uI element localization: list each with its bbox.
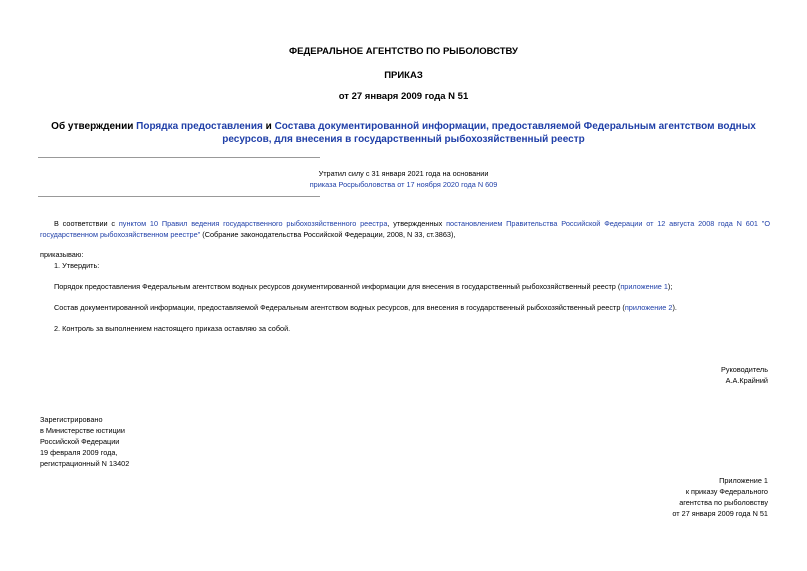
- document-date-number: от 27 января 2009 года N 51: [338, 91, 469, 102]
- title-conjunction: и: [262, 121, 275, 132]
- signer-role: Руководитель: [720, 365, 768, 374]
- preamble-paragraph: [40, 218, 770, 240]
- appendix-1-link[interactable]: приложение 1: [620, 282, 668, 291]
- item-1-composition: [54, 302, 770, 313]
- status-note: [0, 168, 807, 190]
- appendix-2-link[interactable]: приложение 2: [624, 303, 673, 312]
- preamble-text-c: (Собрание законодательства Российской Федерации, 2008, N 33, ст.3863),: [200, 230, 456, 239]
- appendix-line-4: от 27 января 2009 года N 51: [672, 509, 768, 518]
- divider-bottom: [38, 196, 320, 197]
- document-title: [40, 120, 767, 146]
- registration-line-1: Зарегистрировано: [40, 415, 103, 424]
- item-1-composition-text: Состав документированной информации, предоставляемой Федеральным агентством водных ресурсов, для внесения в государственный рыбохозяйственный реестр (: [54, 303, 625, 312]
- composition-link[interactable]: Состава документированной информации, предоставляемой Федеральным агентством водных ресурсов, для внесения в государственный рыбохозяйственный реестр: [222, 121, 756, 145]
- item-1-procedure: [54, 281, 770, 292]
- document-type: ПРИКАЗ: [384, 70, 423, 81]
- government-decree-link[interactable]: постановлением Правительства Российской Федерации от 12 августа 2008 года N 601 "О государственном рыбохозяйственном реестре": [40, 219, 771, 239]
- preamble-text-a: В соответствии с: [54, 219, 119, 228]
- procedure-link[interactable]: Порядка предоставления: [136, 121, 263, 132]
- signature-block: [500, 364, 768, 386]
- appendix-line-1: Приложение 1: [719, 476, 768, 485]
- rules-clause-link[interactable]: пунктом 10 Правил ведения государственного рыбохозяйственного реестра: [118, 219, 388, 228]
- item-1-composition-end: ).: [672, 303, 677, 312]
- title-prefix: Об утверждении: [51, 121, 137, 132]
- status-line: Утратил силу с 31 января 2021 года на основании: [318, 169, 489, 178]
- registration-block: [40, 414, 340, 469]
- registration-line-5: регистрационный N 13402: [40, 459, 130, 468]
- item-1-procedure-end: );: [667, 282, 673, 291]
- signer-name: А.А.Крайний: [725, 376, 768, 385]
- appendix-header: [500, 475, 768, 519]
- appendix-line-3: агентства по рыболовству: [679, 498, 768, 507]
- item-2: 2. Контроль за выполнением настоящего приказа оставляю за собой.: [54, 324, 291, 333]
- registration-line-4: 19 февраля 2009 года,: [40, 448, 118, 457]
- divider-top: [38, 157, 320, 158]
- item-1: 1. Утвердить:: [54, 261, 100, 270]
- item-1-procedure-text: Порядок предоставления Федеральным агентством водных ресурсов документированной информации для внесения в государственный рыбохозяйственный реестр (: [54, 282, 621, 291]
- repeal-order-link[interactable]: приказа Росрыболовства от 17 ноября 2020 года N 609: [309, 180, 498, 189]
- registration-line-2: в Министерстве юстиции: [40, 426, 125, 435]
- agency-name: ФЕДЕРАЛЬНОЕ АГЕНТСТВО ПО РЫБОЛОВСТВУ: [289, 46, 518, 57]
- preamble-text-b: , утвержденных: [387, 219, 447, 228]
- registration-line-3: Российской Федерации: [40, 437, 120, 446]
- orders-line: приказываю:: [40, 250, 84, 259]
- appendix-line-2: к приказу Федерального: [685, 487, 768, 496]
